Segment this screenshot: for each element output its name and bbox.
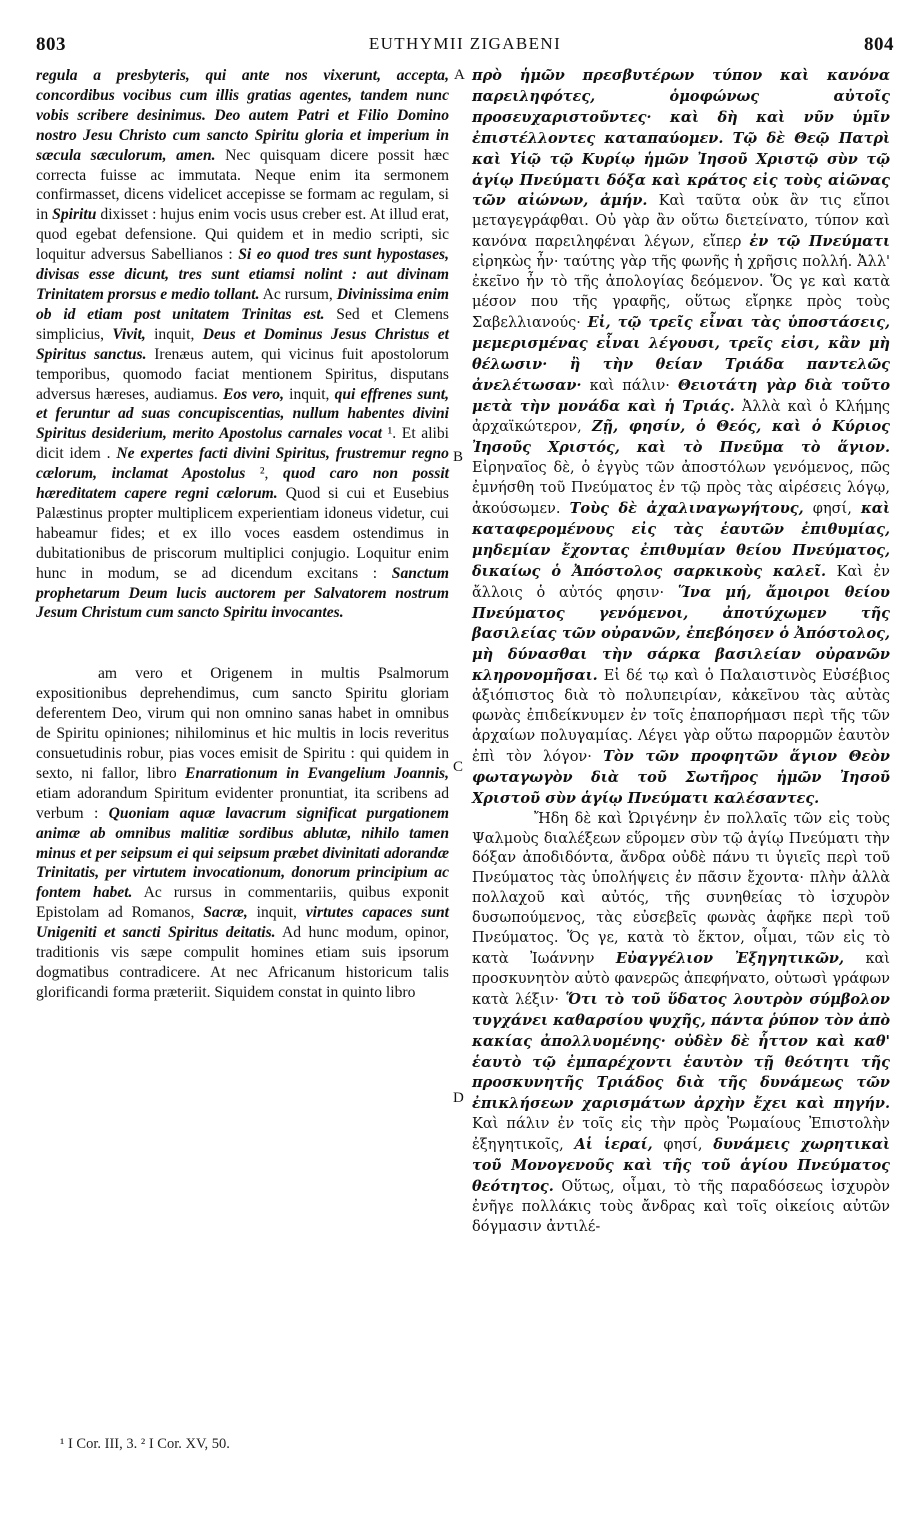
margin-marker-d: D (453, 1090, 464, 1106)
greek-italic-text: Ζῇ, φησίν, ὁ Θεός, καὶ ὁ Κύριος Ἰησοῦς Χριστός, καὶ τὸ Πνεῦμα τὸ ἅγιον. (472, 418, 890, 457)
latin-italic-text: quod caro non possit hæreditatem capere regni cælorum. (36, 465, 449, 503)
latin-italic-text: Divinissima enim ob id etiam post unitatem Trinitas est. (36, 285, 450, 323)
greek-italic-text: Ὅτι τὸ τοῦ ὕδατος λουτρὸν σύμβολον τυγχάνει καθαρσίου ψυχῆς, πάντα ῥύπον τὸν ἀπὸ κακίας ἀπολλυομένης· οὐδὲν δὲ ἧττον καὶ καθ' ἑαυτὸ τῷ ἐμπαρέχοντι ἑαυτὸν τῇ θεότητι τῆς προσκυνητῆς Τριάδος διὰ τῆς δυνάμεως τῶν ἐπικλήσεων χαρισμάτων ἀρχὴν ἔχει καὶ πηγήν. (472, 990, 890, 1113)
greek-italic-text: Εἰ, τῷ τρεῖς εἶναι τὰς ὑποστάσεις, μεμερισμένας εἶναι λέγουσι, τρεῖς εἰσι, κἂν μὴ θέλωσιν· ἢ τὴν θείαν Τριάδα παντελῶς ἀνελέτωσαν· (472, 313, 891, 394)
latin-paragraph (36, 664, 449, 1002)
running-header (36, 34, 894, 60)
latin-text: am vero et Origenem in multis Psalmorum expositionibus deprehendimus, cum sancto Spiritu gloriam deferentem Deo, virum qui non omnino sanas habet in omnibus de Spiritu opiniones; nihilominus et hic multis in locis reveritus consuetudinis robur, pias voces emisit de Spiritu : qui quidem in sexto, ni fallor, libro (36, 665, 449, 782)
greek-text: Οὕτως, οἶμαι, τὸ τῆς παραδόσεως ἰσχυρὸν ἐνῆγε πολλάκις τοὺς ἄνδρας καὶ τοῖς οἰκείοις αὐτῶν δόγμασιν ἀντιλέ- (472, 1178, 890, 1235)
latin-text: inquit, (247, 904, 306, 922)
latin-text: inquit, (283, 385, 335, 403)
latin-italic-text: Si eo quod tres sunt hypostases, divisas esse dicunt, tres sunt etiamsi nolint : aut divinam Trinitatem prorsus e medio tollant. (36, 246, 449, 303)
latin-italic-text: Quoniam aquæ lavacrum significat purgationem animæ ab omnibus malitiæ sordibus ablutæ, nihilo tamen minus et per seipsum ei qui seipsum præbet divinitati adorandæ Trinitatis, per virtutem invocationum, donorum principium ac fontem habet. (36, 804, 449, 902)
latin-text: ¹. Et alibi dicit idem . (36, 425, 449, 463)
greek-text: Εἰ δέ τῳ καὶ ὁ Παλαιστινὸς Εὐσέβιος ἀξιόπιστος διὰ τὸ πολυπειρίαν, κἀκεῖνου τὰς αὐτὰς φωνὰς ἐπιδείκνυμεν ἐν τοῖς ἐπαπορήμασι περὶ τῆς τῶν ἀρχαίων πολυγαμίας. Λέγει γὰρ οὕτω παρορμῶν ἑαυτὸν ἐπὶ τὸν λόγον· (472, 668, 890, 765)
running-title: EUTHYMII ZIGABENI (368, 34, 562, 53)
greek-text: Ἀλλὰ καὶ ὁ Κλήμης ἀρχαϊκώτερον, (472, 398, 890, 436)
latin-text: dixisset : hujus enim vocis usus creber est. At illud erat, quod egebat defensione. Qui quidem et in medio scripti, sic loquitur adversus Sabellianos : (36, 206, 449, 264)
margin-marker-a: A (454, 67, 465, 83)
latin-italic-text: Deus et Dominus Jesus Christus et Spiritus sanctus. (36, 325, 449, 363)
greek-italic-text: Ἵνα μή, ἄμοιροι θείου Πνεύματος γενόμενοι, ἀποτύχωμεν τῆς βασιλείας τῶν οὐρανῶν, ἐπεβόησεν ὁ Ἀπόστολος, μὴ δύνασθαι τὴν σάρκα βασιλείαν οὐρανῶν κληρονομῆσαι. (472, 583, 890, 685)
latin-text: Sed et Clemens simplicius, (36, 305, 449, 343)
greek-italic-text: καὶ καταφερομένους εἰς τὰς ἑαυτῶν ἐπιθυμίας, μηδεμίαν ἔχοντας ἐπιθυμίαν θείου Πνεύματος, δικαίως ὁ Ἀπόστολος σαρκικοὺς καλεῖ. (472, 500, 890, 580)
greek-italic-text: Θειοτάτη γὰρ διὰ τοῦτο μετὰ τὴν μονάδα καὶ ἡ Τριάς. (472, 376, 890, 415)
greek-italic-text: Τὸν τῶν προφητῶν ἅγιον Θεὸν φωταγωγὸν διὰ τοῦ Σωτῆρος ἡμῶν Ἰησοῦ Χριστοῦ σὺν ἁγίῳ Πνεύματι καλέσαντες. (472, 747, 890, 807)
greek-paragraph (472, 810, 890, 1238)
latin-text: Nec quisquam dicere possit hæc correcta fuisse ac immutata. Neque enim ita sermonem confirmasset, dicens videlicet accepisse se formam ac regulam, si in (36, 146, 449, 224)
latin-italic-text: regula a presbyteris, qui ante nos vixerunt, accepta, concordibus vocibus cum illis gratias agentes, tandem nunc vobis scribere desinimus. Deo autem Patri et Filio Domino nostro Jesu Christo cum sancto Spiritu gloria et imperium in sæcula sæculorum, amen. (36, 67, 449, 164)
page-number-right: 804 (864, 34, 894, 55)
greek-italic-text: πρὸ ἡμῶν πρεσβυτέρων τύπον καὶ κανόνα παρειληφότες, ὁμοφώνως αὐτοῖς προσευχαριστοῦντες· καὶ δὴ καὶ νῦν ὑμῖν ἐπιστέλλοντες καταπαύομεν. Τῷ δὲ Θεῷ Πατρὶ καὶ Υἱῷ τῷ Κυρίῳ ἡμῶν Ἰησοῦ Χριστῷ σὺν τῷ ἁγίῳ Πνεύματι δόξα καὶ κράτος εἰς τοὺς αἰῶνας τῶν αἰώνων, ἀμήν. (472, 67, 890, 210)
latin-italic-text: virtutes capaces sunt Unigeniti et sancti Spiritus deitatis. (36, 904, 449, 942)
latin-column (36, 66, 449, 1003)
latin-text: Ac rursus in commentariis, quibus exponit Epistolam ad Romanos, (36, 884, 450, 922)
latin-text: inquit, (145, 325, 203, 343)
latin-text: ², (245, 465, 284, 483)
greek-italic-text: Τοὺς δὲ ἀχαλιναγωγήτους, (569, 500, 804, 518)
greek-italic-text: Αἱ ἱεραί, (574, 1136, 653, 1154)
latin-italic-text: Sacræ, (203, 904, 248, 922)
greek-text: εἰρηκὼς ἦν· ταύτης γὰρ τῆς φωνῆς ἡ χρῆσις πολλή. Ἀλλ' ἐκεῖνο ἦν τὸ τῆς ἀπολογίας δεόμενον. Ὅς γε καὶ κατὰ μέσον που τῆς γραφῆς, οὕτως εἴρηκε πρὸς τοὺς Σαβελλιανούς· (472, 254, 890, 331)
latin-italic-text: Spiritu (52, 206, 97, 224)
latin-text: Ac rursum, (259, 285, 337, 303)
greek-italic-text: δυνάμεις χωρητικαὶ τοῦ Μονογενοῦς καὶ τῆς τοῦ ἁγίου Πνεύματος θεότητος. (472, 1136, 890, 1195)
latin-text: Ad hunc modum, opinor, traditionis vis sæpe compulit homines etiam suis ipsorum dogmatibus contradicere. At nec Africanum historicum talis glorificandi forma præteriit. Siquidem constat in quinto libro (36, 924, 450, 1001)
greek-text: Καὶ ἐν ἄλλοις ὁ αὐτός φησιν· (472, 563, 890, 601)
margin-marker-b: B (453, 449, 464, 465)
greek-italic-text: ἐν τῷ Πνεύματι (749, 233, 890, 251)
greek-text: Καὶ πάλιν ἐν τοῖς εἰς τὴν πρὸς Ῥωμαίους Ἐπιστολὴν ἐξηγητικοῖς, (472, 1116, 890, 1154)
greek-text: Εἰρηναῖος δὲ, ὁ ἐγγὺς τῶν ἀποστόλων γενόμενος, πῶς ἐμνήσθη τοῦ Πνεύματος ἐν τῷ πρὸς τὰς αἱρέσεις λόγῳ, ἀκούσωμεν. (472, 460, 890, 518)
greek-text: Ἤδη δὲ καὶ Ὠριγένην ἐν πολλαῖς τῶν εἰς τοὺς Ψαλμοὺς διαλέξεων εὕρομεν σὺν τῷ ἁγίῳ Πνεύματι τὴν δόξαν ἀποδιδόντα, ἄνδρα οὐδὲ πάνυ τι ὑγιεῖς περὶ τοῦ Πνεύματος τὰς ὑπολήψεις ἐν πᾶσιν ἔχοντα· πλὴν ἀλλὰ πολλαχοῦ καὶ αὐτός, τῆς συνηθείας τὸ ἰσχυρὸν δυσωπούμενος, τὰς εὐσεβεῖς φωνὰς ἀφῆκε περὶ τοῦ Πνεύματος. Ὅς γε, κατὰ τὸ ἕκτον, οἶμαι, τῶν εἰς τὸ κατὰ Ἰωάννην (472, 810, 890, 967)
latin-italic-text: Sanctum prophetarum Deum lucis auctorem per Salvatorem nostrum Jesum Christum cum sancto Spiritu invocantes. (36, 564, 449, 622)
greek-text: φησί, (652, 1137, 714, 1154)
margin-marker-c: C (453, 759, 464, 775)
greek-paragraph (472, 66, 890, 810)
latin-italic-text: qui effrenes sunt, et feruntur ad suas concupiscentias, nullum habentes divini Spiritus desiderium, merito Apostolus carnales vocat (36, 385, 449, 443)
greek-text: φησί, (803, 501, 861, 518)
footnotes: ¹ I Cor. III, 3. ² I Cor. XV, 50. (60, 1436, 230, 1452)
latin-italic-text: Enarrationum in Evangelium Joannis, (185, 764, 449, 782)
greek-text: καὶ πάλιν· (581, 377, 678, 394)
latin-italic-text: Vivit, (112, 325, 146, 343)
greek-column (472, 66, 890, 1238)
latin-text: Irenæus autem, qui vicinus fuit apostolorum temporibus, quomodo faciat mentionem Spiritus, disputans adversus hæreses, audiamus. (36, 345, 449, 403)
latin-paragraph (36, 66, 449, 623)
latin-italic-text: Eos vero, (222, 385, 284, 403)
latin-text: etiam adorandum Spiritum evidenter pronuntiat, ita scribens ad verbum : (36, 784, 449, 822)
greek-italic-text: Εὐαγγέλιον Ἐξηγητικῶν, (615, 949, 844, 967)
greek-text: καὶ προσκυνητὸν αὐτὸ φανερῶς ἀπεφήνατο, οὑτωσὶ γράφων κατὰ λέξιν· (472, 950, 890, 1008)
latin-text: Quod si cui et Eusebius Palæstinus propter multiplicem experientiam idoneus videtur, cui habeamur fides; et ex illo voces easdem ostendimus in dubitationibus de priscorum multiplici conjugio. Loquitur enim hunc in modum, se ad dicendum excitans : (36, 485, 450, 582)
page-number-left: 803 (36, 34, 66, 55)
latin-italic-text: Ne expertes facti divini Spiritus, frustremur regno cælorum, inclamat Apostolus (36, 445, 449, 483)
greek-text: Καὶ ταῦτα οὐκ ἂν τις εἴποι μεταγεγράφθαι. Οὐ γὰρ ἂν οὕτω διετείνατο, τύπον καὶ κανόνα παρειληφέναι λέγων, εἴπερ (472, 193, 890, 251)
